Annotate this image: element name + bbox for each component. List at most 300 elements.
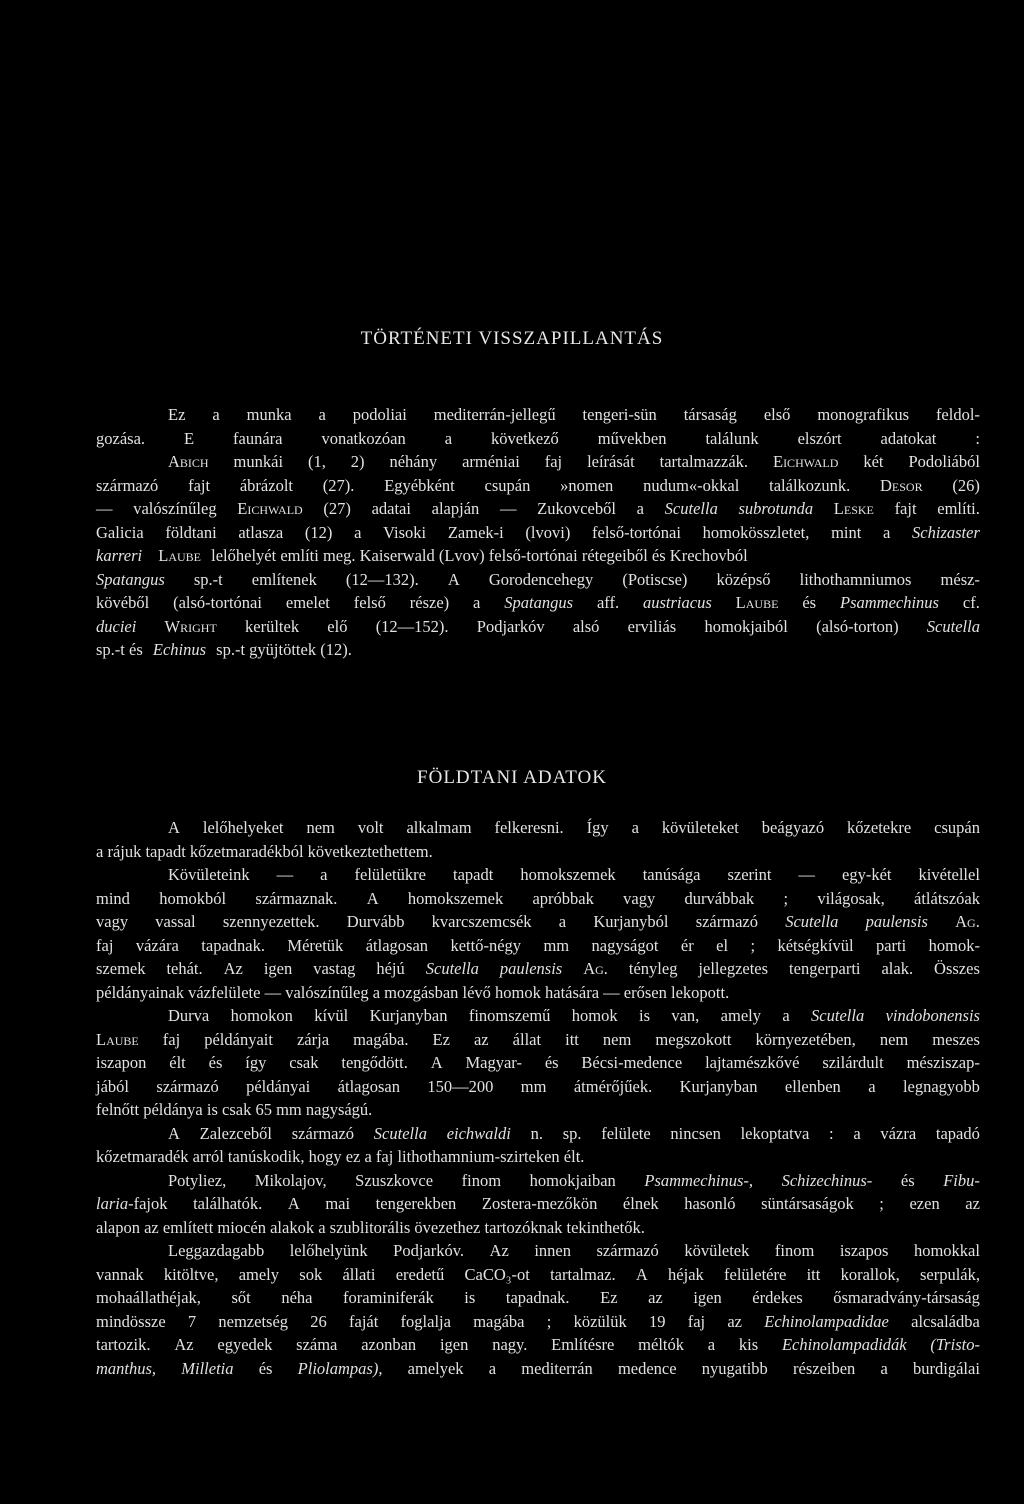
text-line [96,1192,980,1216]
text-run: így [245,1053,267,1072]
word [600,1286,617,1310]
word [169,1051,186,1075]
text-run: zárja [296,1029,330,1049]
word [668,1263,704,1287]
text-run: része) [409,593,450,612]
word [200,1122,272,1146]
taxon-name: Psammechinus [839,593,939,612]
text-run: Zukovceből [537,499,616,518]
word [881,957,913,981]
text-run: Összes [934,959,980,978]
word [393,1239,464,1263]
word [168,1004,209,1028]
text-run: nincsen [670,1123,721,1143]
text-run: mész- [940,569,980,589]
word [769,474,850,498]
text-line [96,497,980,521]
word [96,591,149,615]
word [367,887,379,911]
word [914,887,980,911]
text-run: mind [96,888,130,908]
text-run: nem [602,1029,632,1049]
text-run: felső [353,593,386,612]
word [716,568,770,592]
text-line [96,591,980,615]
word [622,568,687,592]
text-run: a [444,428,453,448]
text-run: sp.-t gyüjtöttek (12). [212,640,352,659]
text-run: származnak. [255,888,338,908]
text-run: szennyezettek. [222,912,320,931]
word [581,1051,682,1075]
text-run: Méretük [287,935,344,955]
word [721,1004,761,1028]
text-run: művekben [597,428,667,448]
word [353,403,407,427]
word [587,816,609,840]
word [174,1333,193,1357]
text-run: következő [491,428,559,448]
word [163,1028,180,1052]
text-run: van, [671,1006,700,1025]
text-run: homokon [230,1006,293,1025]
text-run: származó [156,1076,219,1096]
word [96,1263,144,1287]
word [817,403,909,427]
author-name: Laube [158,546,202,565]
word [693,1286,721,1310]
taxon-name: subrotunda [738,499,814,518]
text-line [96,427,980,451]
word [401,1310,451,1334]
word [188,474,210,498]
text-line [96,1169,980,1193]
word [831,521,861,545]
text-run: is [464,1288,476,1307]
text-run: erviliás [627,616,677,636]
word [909,1192,939,1216]
word [547,1310,552,1334]
text-run: Podjarkóv [476,616,545,636]
word [783,887,788,911]
word [247,403,292,427]
taxon-name: paulensis [865,912,928,931]
author-name: Ag. [955,912,980,931]
text-run: tehát. [166,959,203,978]
text-line [96,1333,980,1357]
text-run: tartalmaz. [550,1264,616,1284]
word [469,1004,551,1028]
word [822,1051,883,1075]
word [639,1004,650,1028]
word [96,1192,168,1216]
text-run: -fajok [128,1194,168,1213]
word [448,521,504,545]
word [252,568,317,592]
word [212,403,219,427]
word [168,863,250,887]
word [705,427,758,451]
word [289,1051,318,1075]
text-run: iszapos [839,1241,889,1260]
word [597,591,619,615]
word [465,1051,521,1075]
word [881,427,937,451]
text-run: a [354,522,362,542]
word [447,1122,511,1146]
word [705,1051,799,1075]
word [684,403,737,427]
text-run: és [544,1053,559,1072]
text-run: környezetében, [755,1029,856,1049]
word [383,521,426,545]
text-run: korallok, [840,1264,900,1284]
word [628,615,677,639]
taxon-name: Scutella [664,499,718,518]
text-run: a [212,405,220,424]
word [559,910,566,934]
text-run: Ez [432,1029,450,1049]
word [231,1004,293,1028]
text-run: egy-két [842,865,892,884]
word [863,450,883,474]
word [233,427,282,451]
word [681,934,694,958]
word [532,887,593,911]
text-run: kvarcszemcsék [431,912,532,931]
text-run: említi. [937,499,980,518]
word [907,1051,980,1075]
word [525,521,570,545]
text-run: mm [543,935,570,955]
word [506,1286,570,1310]
text-run: alak. [881,959,914,978]
text-run: felülete [601,1123,651,1143]
word [96,934,113,958]
text-line [96,450,980,474]
text-run: megszokott [655,1029,732,1049]
word [374,1122,427,1146]
text-run: szilárdult [822,1053,884,1072]
text-line [96,1122,980,1146]
word [96,1357,156,1381]
word [168,1239,264,1263]
word [841,1263,900,1287]
text-run: kerültek [245,616,300,636]
text-run: kőzetekre [847,818,912,837]
text-run: finom [774,1241,815,1260]
text-run: foraminiferák [343,1288,434,1307]
text-line [96,957,980,981]
word [789,957,860,981]
word [868,1075,875,1099]
word [638,1333,684,1357]
text-run: fajt [188,475,211,495]
text-run: arméniai [462,452,520,471]
text-run: ellenben [784,1076,841,1096]
text-run: alapon az említett miocén alakok a szublitorális övezethez tartozóknak tekinthetők. [96,1217,645,1237]
text-line [96,1310,980,1334]
text-run: vassal [155,912,196,931]
text-run: : [975,428,980,448]
word [829,1122,834,1146]
taxon-name: Spatangus [504,593,574,612]
word [644,1169,753,1193]
word [520,863,615,887]
text-run: lithothamniumos [799,569,912,589]
text-run: homokszemek [520,865,616,884]
word [338,1075,400,1099]
word [96,568,165,592]
word [376,1192,457,1216]
text-run: Kurjanyban [679,1076,758,1096]
word [299,1263,322,1287]
text-run: »nomen [560,475,614,495]
text-run: találunk [705,428,759,448]
word [583,957,608,981]
word [173,591,262,615]
taxon-name: Spatangus [96,569,165,589]
text-run: a [320,865,328,884]
text-run: és [208,1053,223,1072]
taxon-name: Fibu- [943,1170,980,1190]
word [370,1004,448,1028]
word [318,403,325,427]
text-run: nemzetség [218,1311,289,1331]
text-run: a [853,1123,861,1143]
word [462,450,520,474]
text-run: kivétellel [918,865,980,884]
word [573,615,600,639]
word [238,521,283,545]
text-run: Említésre [551,1335,615,1354]
word [932,1028,980,1052]
text-run: 7 [187,1311,197,1331]
word [203,816,284,840]
word [537,497,616,521]
text-run: faj [687,1311,706,1331]
word [816,615,898,639]
word [349,1310,378,1334]
word [453,863,493,887]
word [164,1263,219,1287]
word [684,1192,735,1216]
text-run: mediterrán-jellegű [433,405,556,424]
text-run: 19 [648,1311,666,1331]
word [96,910,128,934]
word [297,1028,329,1052]
text-run: világosak, [817,888,885,908]
word [246,1075,310,1099]
text-run: középső [716,569,771,589]
text-run: finom [461,1170,502,1190]
word [550,1263,616,1287]
text-run: homokösszletet, [702,522,810,542]
word [296,1333,337,1357]
word [240,474,293,498]
text-run: sp.-t és [96,640,147,659]
text-run: vagy [623,888,656,908]
text-run: az [473,1029,489,1049]
text-run: a [636,499,644,518]
taxon-name: karreri [96,546,143,565]
text-run: vastag [313,959,356,978]
word [688,1310,705,1334]
text-run: méltók [638,1335,684,1354]
text-line [96,1028,980,1052]
word [879,1192,884,1216]
author-name: Eichwald [237,499,303,518]
word [807,1263,821,1287]
text-line [96,1239,980,1263]
word [598,427,667,451]
text-run: Egyébként [384,475,455,495]
text-run: parti [875,935,907,955]
word [534,1239,571,1263]
text-run: nudum«-okkal [643,475,740,495]
word [217,1333,272,1357]
text-run: homok [571,1006,618,1025]
word [155,910,195,934]
text-run: podoliai [352,405,407,424]
text-run: (12) [304,522,333,542]
text-run: tengerekben [375,1194,457,1213]
word [702,1357,768,1381]
text-run: Kurjanyban [369,1006,448,1025]
text-run: Podoliából [908,452,980,471]
word [685,887,755,911]
text-run: jellegzetes [698,959,769,978]
word [592,521,681,545]
word [750,934,755,958]
text-run: mm [520,1076,547,1096]
text-line [96,1216,980,1240]
word [531,1122,543,1146]
word [462,1169,501,1193]
text-run: sőt [231,1288,251,1307]
text-run: az [965,1194,980,1213]
text-run: fajt [894,499,917,518]
text-run: (alsó-torton) [816,616,899,636]
word [166,957,202,981]
word [736,591,779,615]
word [376,615,449,639]
word [474,1028,489,1052]
word [755,1028,855,1052]
word [96,1286,201,1310]
word [703,521,810,545]
word [782,1004,789,1028]
word [389,450,437,474]
text-run: atlasza [238,522,284,542]
text-run: tengerparti [789,959,861,978]
text-run: (26) [952,475,980,495]
taxon-name: Schizaster [912,522,980,542]
text-run: valószínűleg [133,499,217,518]
text-run: innen [534,1241,571,1260]
taxon-name: laria [96,1194,129,1213]
text-run: Kövületeink [168,865,250,884]
text-run: felületükre [354,865,426,884]
word [727,863,771,887]
text-run: faj [544,452,563,471]
text-run: n. [530,1123,543,1143]
word [592,934,659,958]
word [762,816,824,840]
text-run: gozása. [96,428,146,448]
text-run: (1, [307,452,326,471]
text-run: elszórt [797,428,842,448]
text-run: (Potiscse) [622,569,688,589]
text-run: emelet [285,593,330,612]
word [587,450,635,474]
word [489,568,593,592]
word [432,497,480,521]
text-run: a rájuk tapadt kőzetmaradékból következtethettem. [96,841,433,861]
word [670,1122,720,1146]
word [936,403,980,427]
text-run: Az [489,1241,509,1260]
text-run: A [366,888,379,908]
word [477,615,545,639]
text-run: Durva [168,1006,210,1025]
text-run: Így [586,818,609,837]
text-run: felkeresni. [494,818,564,837]
text-run: A [168,1123,180,1143]
word [133,497,216,521]
word [321,427,405,451]
word [353,1028,408,1052]
text-run: és [258,1358,273,1378]
text-run: nyugatibb [701,1358,768,1378]
text-run: vannak [96,1264,144,1284]
word [880,1028,908,1052]
author-name: Wright [164,616,217,636]
word [492,1333,527,1357]
text-run: : [829,1123,834,1143]
text-run: mediterrán [521,1358,593,1378]
word [376,957,404,981]
word [623,1192,659,1216]
text-run: a [558,912,567,931]
word [361,1333,416,1357]
author-name: Ag. [583,959,608,978]
text-run: részeiben [793,1358,856,1378]
taxon-name: duciei [96,616,137,636]
word [204,1028,273,1052]
word [545,1051,559,1075]
taxon-name: (Tristo- [930,1335,980,1354]
text-run: vázra [880,1123,917,1143]
word [530,1169,616,1193]
text-run: származó [96,475,159,495]
text-run: származó [291,1123,355,1143]
text-run: cf. [962,593,980,612]
word [218,1310,288,1334]
word [929,934,980,958]
text-run: vonatkozóan [321,428,406,448]
word [560,474,613,498]
text-run: munkái [233,452,284,471]
text-run: Podjarkóv. [393,1241,465,1260]
text-run: magába. [353,1029,409,1049]
text-run: Leggazdagabb [168,1241,265,1260]
text-run: A [287,1194,300,1213]
text-run: említenek [251,569,317,589]
word [346,568,419,592]
text-run: lajtamészkővé [705,1053,800,1072]
geology-text-block [96,816,980,1380]
